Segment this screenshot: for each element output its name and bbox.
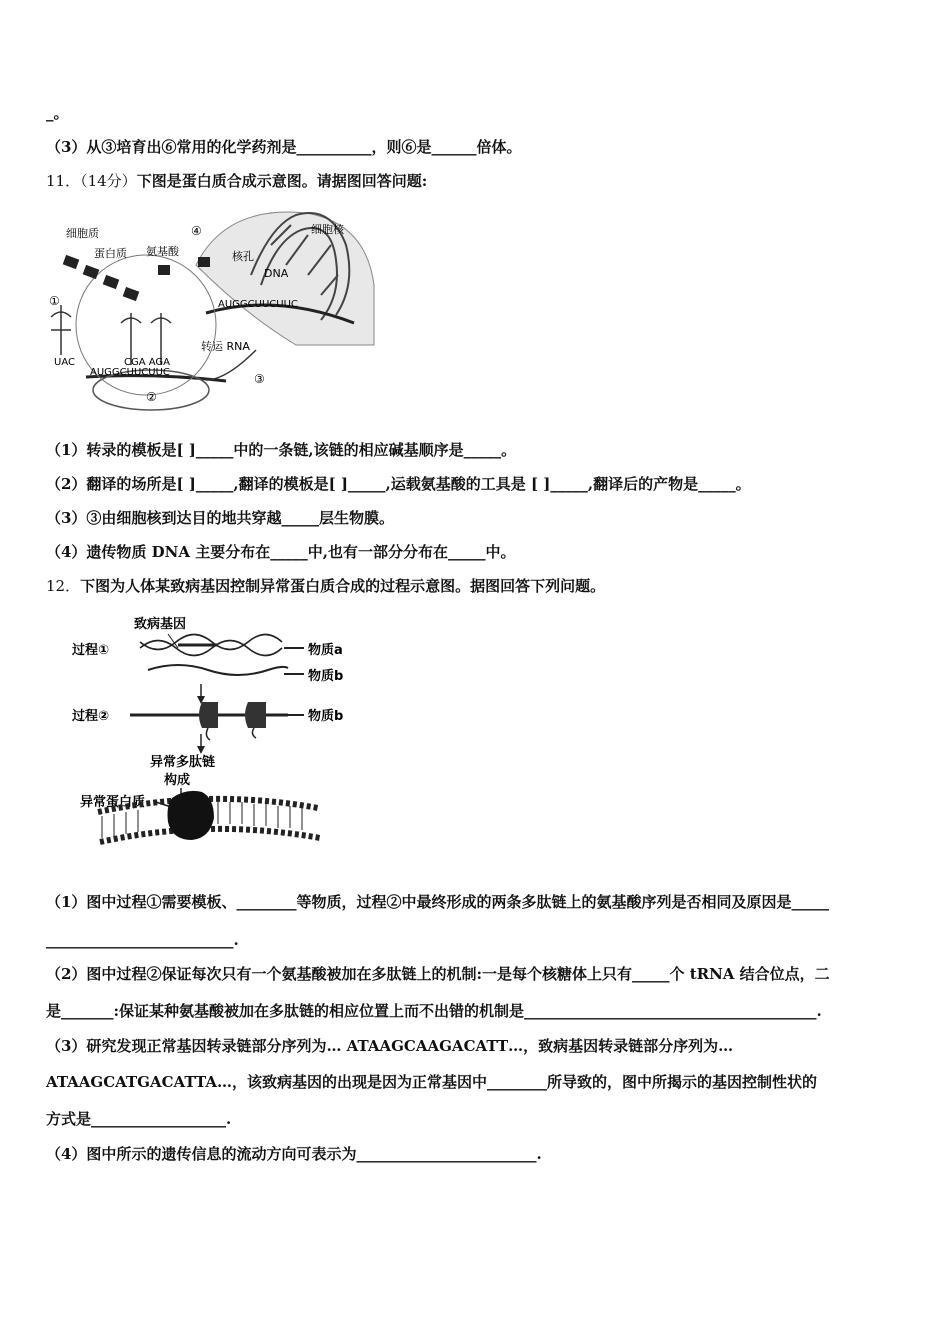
anticodon-1: UAC: [54, 357, 75, 368]
q12-part3-line1: （3）研究发现正常基因转录链部分序列为… ATAAGCAAGACATT…，致病基因转录链部分序列为…: [46, 1037, 734, 1055]
label-circle-3: ③: [254, 372, 265, 386]
ribosome-1: [199, 702, 218, 728]
mrna-sequence-right: AUGGCUUCUUC: [218, 299, 298, 310]
label-process-1: 过程①: [72, 643, 110, 658]
q12-part1-line2: _________________________.: [46, 931, 239, 949]
q11-stem: [46, 171, 427, 191]
ribosome-2: [245, 702, 266, 728]
q12-part3-line3: 方式是__________________.: [46, 1110, 232, 1128]
label-gene: 致病基因: [134, 617, 187, 632]
label-dna: DNA: [264, 267, 289, 280]
anticodon-2: CGA AGA: [124, 357, 171, 368]
q11-part2: （2）翻译的场所是[ ]_____,翻译的模板是[ ]_____,运载氨基酸的工具是 [ ]_____,翻译后的产物是_____。: [46, 475, 751, 493]
q12-number: 12．: [46, 577, 81, 595]
q11-number: 11．（14分）: [46, 172, 137, 190]
q11-part3: （3）③由细胞核到达目的地共穿越_____层生物膜。: [46, 509, 394, 527]
q11-part1: （1）转录的模板是[ ]_____中的一条链,该链的相应碱基顺序是_____。: [46, 441, 517, 459]
q12-part1-line1: （1）图中过程①需要模板、________等物质，过程②中最终形成的两条多肽链上的氨基酸序列是否相同及原因是_____: [46, 893, 829, 911]
q10-part3: （3）从③培育出⑥常用的化学药剂是__________，则⑥是______倍体。: [46, 138, 522, 156]
prev-answer-tail: _。: [46, 104, 69, 122]
q11-stem-text: 下图是蛋白质合成示意图。请据图回答问题:: [136, 172, 428, 190]
q12-stem: [46, 576, 605, 596]
label-substance-a: 物质a: [308, 643, 343, 658]
label-amino-acid: 氨基酸: [146, 245, 179, 258]
abnormal-protein-blob: [168, 791, 215, 840]
q12-part2-line2: 是_______:保证某种氨基酸被加在多肽链的相应位置上而不出错的机制是_______________________________________.: [46, 1002, 822, 1020]
abnormal-protein-diagram: [68, 612, 368, 872]
q11-part4: （4）遗传物质 DNA 主要分布在_____中,也有一部分分布在_____中。: [46, 543, 516, 561]
protein-synthesis-diagram: [46, 205, 376, 415]
label-circle-4: ④: [191, 224, 202, 238]
q12-part2-line1: （2）图中过程②保证每次只有一个氨基酸被加在多肽链上的机制:一是每个核糖体上只有_____个 tRNA 结合位点，二: [46, 965, 830, 983]
label-abnormal-protein: 异常蛋白质: [80, 795, 146, 810]
mrna-sequence-left: AUGGCUUCUUC: [90, 367, 170, 378]
label-circle-1: ①: [49, 294, 60, 308]
label-cytoplasm: 细胞质: [66, 227, 99, 240]
label-nucleus: 细胞核: [311, 223, 344, 236]
label-form: 构成: [164, 773, 191, 788]
q12-part3-line2: ATAAGCATGACATTA…，该致病基因的出现是因为正常基因中________所导致的，图中所揭示的基因控制性状的: [46, 1073, 817, 1091]
label-nuclear-pore: 核孔: [232, 250, 254, 263]
label-circle-2: ②: [146, 390, 157, 404]
label-substance-b-2: 物质b: [308, 709, 344, 724]
q12-stem-text: 下图为人体某致病基因控制异常蛋白质合成的过程示意图。据图回答下列问题。: [80, 577, 606, 595]
label-substance-b-1: 物质b: [308, 669, 344, 684]
label-protein: 蛋白质: [94, 247, 127, 260]
label-process-2: 过程②: [72, 709, 110, 724]
label-trna: 转运 RNA: [201, 340, 250, 353]
q12-part4: （4）图中所示的遗传信息的流动方向可表示为________________________.: [46, 1145, 542, 1163]
label-abnormal-chain: 异常多肽链: [150, 755, 216, 770]
